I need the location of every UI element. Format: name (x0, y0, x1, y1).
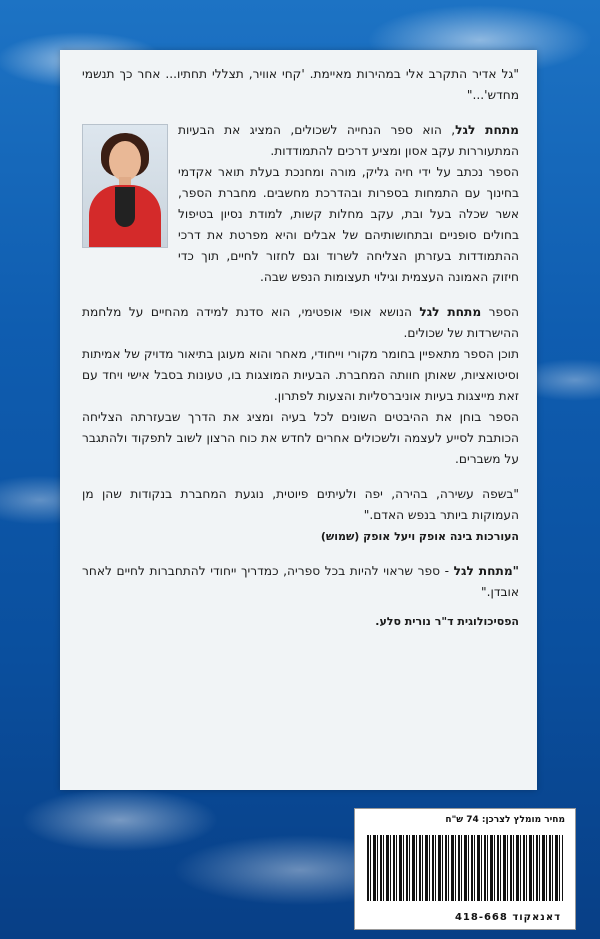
review-quote: "בשפה עשירה, בהירה, יפה ולעיתים פיוטית, נוגעת המחברת בנקודות שהן מן העמוקות ביותר בנפש האדם." (82, 487, 519, 522)
price-label: מחיר מומלץ לצרכן: 74 ש"ח (445, 815, 565, 825)
review-signature-2: הפסיכולוגית ד"ר נורית סלע. (375, 615, 519, 628)
examine-paragraph: הספר בוחן את ההיבטים השונים לכל בעיה ומציג את הדרך שבעזרתה הצליחה הכותבת לסייע לעצמה ולשכולים אחרים לחדש את כוח הרצון לשוב לתפקוד ולהתגבר על משברים. (82, 410, 519, 466)
content-paragraph: תוכן הספר מתאפיין בחומר מקורי וייחודי, מאחר והוא מעוגן בתיאור מדויק של אמיתות וסיטואציות, שאותן חוותה המחברת. הבעיות המוצגות בו, טעונות בסבל אישי ויחד עם זאת מייצגות בעיות אוניברסליות והצעות לפתרון. (82, 347, 519, 403)
opening-quote: "גל אדיר התקרב אלי במהירות מאיימת. 'קחי אוויר, תצללי תחתיו... אחר כך תנשמי מחדש'..." (82, 67, 519, 102)
book-title: מתחת לגל (455, 123, 519, 137)
review-quote-2: "מתחת לגל - ספר שראוי להיות בכל ספריה, כמדריך ייחודי להתחברות לחיים לאחר אובדן." (82, 564, 519, 599)
barcode-icon (367, 835, 563, 901)
danacode-label: דאנאקוד 418-668 (454, 912, 561, 923)
author-photo (82, 124, 168, 248)
intro-paragraph: מתחת לגל, הוא ספר הנחייה לשכולים, המציג את הבעיות המתעוררות עקב אסון ומציע דרכים להתמודדות. (178, 123, 519, 158)
book-title: מתחת לגל (419, 305, 482, 319)
barcode-box (354, 808, 576, 930)
author-paragraph: הספר נכתב על ידי חיה גליק, מורה ומחנכת בעלת תואר אקדמי בחינוך עם התמחות בספרות ובהדרכת מחשבים. מחברת הספר, אשר שכלה בעל ובת, עקב מחלות קשות, למודת נסיון בטיפול בחולים סופניים ובתחושותיהם של אבלים והיא מפרטת את דרכי ההתמודדות בעזרתן הצליחה לשרוד וגם לחזור לחיים, תוך כדי חיזוק האמונה העצמית וגילוי תעצומות הנפש שבה. (178, 165, 519, 284)
optimism-paragraph: הספר מתחת לגל הנושא אופי אופטימי, הוא סדנת למידה מהחיים על מלחמת ההישרדות של שכולים. (82, 305, 519, 340)
review-signature: העורכות בינה אופק ויעל אופק (שמוש) (320, 530, 519, 543)
back-cover-panel (60, 50, 537, 790)
back-cover-text (82, 64, 519, 632)
